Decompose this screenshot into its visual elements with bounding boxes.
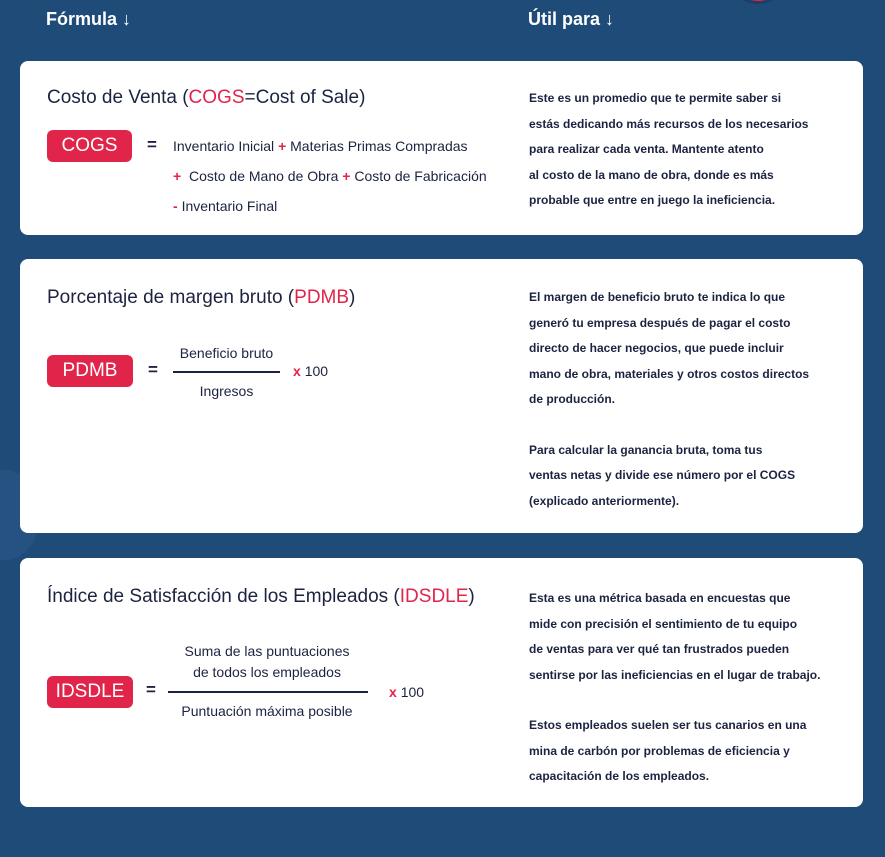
decorative-circle: [728, 0, 788, 4]
cogs-formula-line3: - Inventario Final: [173, 198, 278, 214]
cogs-badge: COGS: [47, 130, 132, 162]
cogs-description: Este es un promedio que te permite saber si estás dedicando más recursos de los necesarios para realizar cada venta. Mantente atento al costo de la mano de obra, donde es más probable que entre en juego la ineficiencia.: [529, 91, 809, 207]
idsdle-numerator-line1: Suma de las puntuaciones: [184, 643, 350, 659]
useful-for-header: Útil para ↓: [528, 9, 615, 29]
equals-sign: =: [148, 360, 158, 379]
pdmb-description: El margen de beneficio bruto te indica lo que generó tu empresa después de pagar el costo directo de hacer negocios, que puede incluir mano de obra, materiales y otros costos directos de producción. Para calcular la ganancia bruta, toma tus ventas netas y divide ese número por el COGS (explicado anteriormente).: [529, 290, 810, 508]
pdmb-card: [20, 259, 863, 533]
equals-sign: =: [147, 135, 157, 154]
formula-header: Fórmula ↓: [46, 9, 132, 29]
multiplier: x 100: [389, 684, 425, 700]
pdmb-denominator: Ingresos: [199, 383, 254, 399]
pdmb-title: Porcentaje de margen bruto (PDMB): [47, 287, 356, 308]
pdmb-badge: PDMB: [47, 355, 133, 387]
idsdle-badge: IDSDLE: [47, 676, 133, 708]
fraction-line: [168, 691, 368, 693]
cogs-formula-line1: Inventario Inicial + Materias Primas Compradas: [173, 138, 468, 154]
idsdle-description: Esta es una métrica basada en encuestas que mide con precisión el sentimiento de tu equipo de ventas para ver qué tan frustrados pueden sentirse por las ineficiencias en el lugar de trabajo. Estos empleados suelen ser tus canarios en una mina de carbón por problemas de eficiencia y capacitación de los empleados.: [529, 591, 821, 783]
idsdle-numerator-line2: de todos los empleados: [193, 664, 341, 680]
cogs-formula-line2: + Costo de Mano de Obra + Costo de Fabricación: [173, 168, 487, 184]
idsdle-title: Índice de Satisfacción de los Empleados (IDSDLE): [47, 586, 475, 607]
pdmb-numerator: Beneficio bruto: [179, 345, 274, 361]
idsdle-denominator: Puntuación máxima posible: [181, 703, 353, 719]
equals-sign: =: [146, 680, 156, 699]
cogs-card: [20, 61, 863, 235]
cogs-title: Costo de Venta (COGS=Cost of Sale): [47, 87, 366, 108]
fraction-line: [173, 371, 280, 373]
idsdle-card: [20, 558, 863, 807]
multiplier: x 100: [293, 363, 329, 379]
